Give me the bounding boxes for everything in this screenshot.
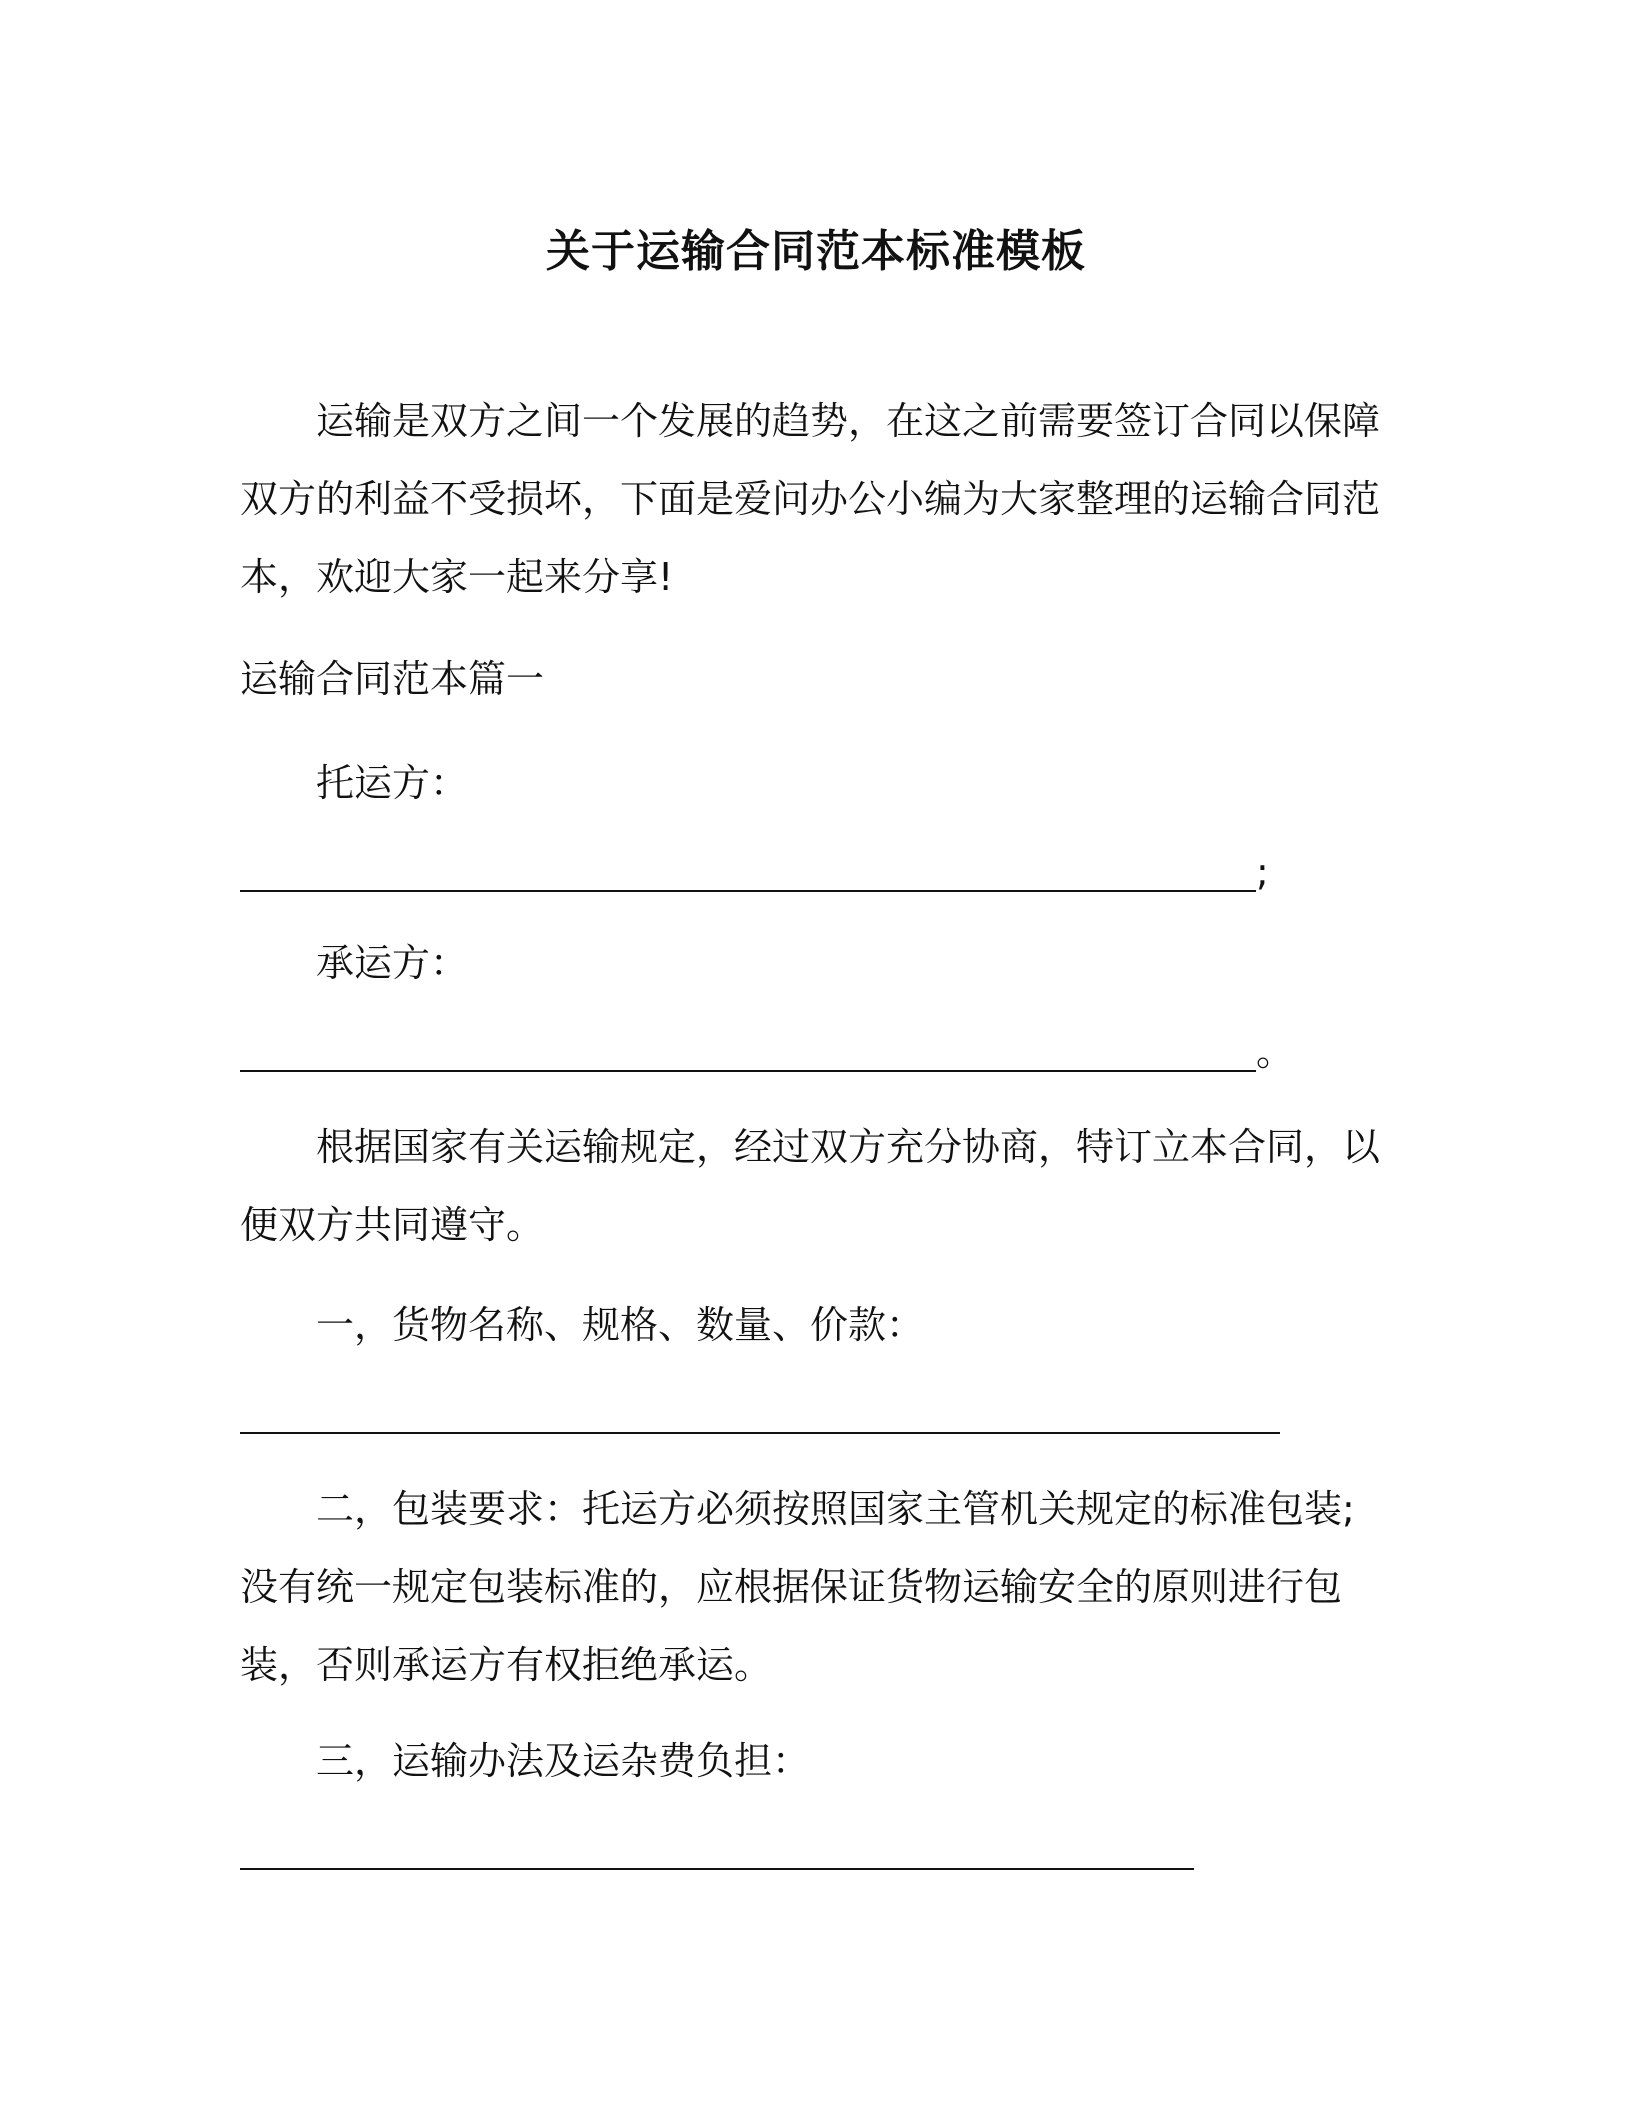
carrier-end-mark: 。 xyxy=(1256,1030,1295,1074)
clause-1-blank xyxy=(240,1394,1280,1434)
clause-1-fill-line xyxy=(240,1402,1280,1434)
shipper-blank xyxy=(240,852,1269,892)
carrier-fill-line xyxy=(240,1040,1256,1072)
shipper-end-mark: ; xyxy=(1256,850,1269,894)
preamble-paragraph: 根据国家有关运输规定，经过双方充分协商，特订立本合同，以便双方共同遵守。 xyxy=(240,1125,1381,1247)
document-title: 关于运输合同范本标准模板 xyxy=(546,226,1086,277)
section-heading: 运输合同范本篇一 xyxy=(240,657,545,701)
clause-3: 三，运输办法及运杂费负担： xyxy=(316,1739,811,1783)
clause-3-fill-line xyxy=(240,1838,1194,1870)
shipper-fill-line xyxy=(240,860,1256,892)
clause-3-blank xyxy=(240,1830,1194,1870)
shipper-label: 托运方： xyxy=(316,761,469,805)
carrier-label: 承运方： xyxy=(316,941,469,985)
intro-paragraph: 运输是双方之间一个发展的趋势，在这之前需要签订合同以保障双方的利益不受损坏，下面是爱问办公小编为大家整理的运输合同范本，欢迎大家一起来分享! xyxy=(240,399,1381,599)
carrier-blank xyxy=(240,1032,1294,1072)
clause-2: 二，包装要求：托运方必须按照国家主管机关规定的标准包装;没有统一规定包装标准的，应根据保证货物运输安全的原则进行包装，否则承运方有权拒绝承运。 xyxy=(240,1487,1355,1687)
clause-1: 一，货物名称、规格、数量、价款： xyxy=(316,1303,925,1347)
